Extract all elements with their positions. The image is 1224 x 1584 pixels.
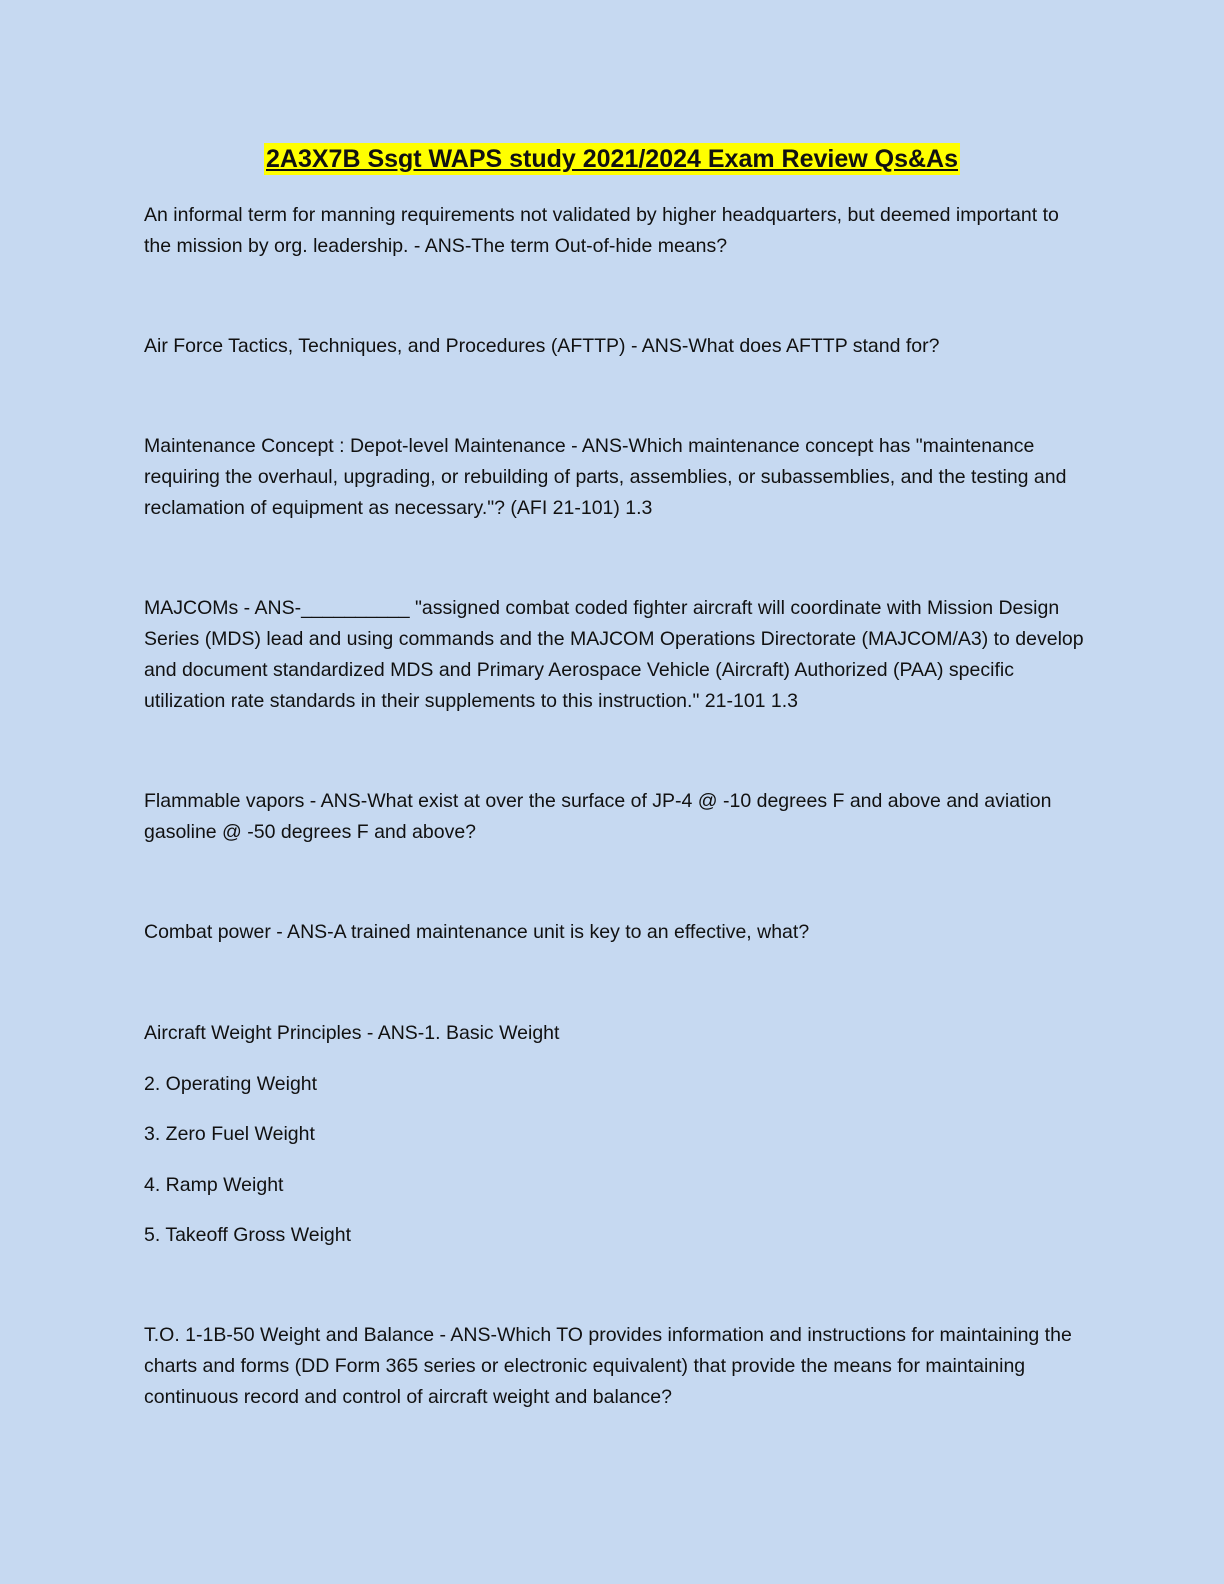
title-container	[0, 143, 1224, 175]
document-title: 2A3X7B Ssgt WAPS study 2021/2024 Exam Review Qs&As	[266, 145, 958, 173]
qa-item: An informal term for manning requirements not validated by higher headquarters, but deemed important to the mission by org. leadership. - ANS-The term Out-of-hide means?	[144, 204, 1059, 257]
qa-item: MAJCOMs - ANS-__________ "assigned combat coded fighter aircraft will coordinate with Mission Design Series (MDS) lead and using commands and the MAJCOM Operations Directorate (MAJCOM/A3) to develop and document standardized MDS and Primary Aerospace Vehicle (Aircraft) Authorized (PAA) specific utilization rate standards in their supplements to this instruction." 21-101 1.3	[144, 597, 1084, 712]
weight-principles-item: 3. Zero Fuel Weight	[144, 1123, 315, 1145]
qa-item: Flammable vapors - ANS-What exist at over the surface of JP-4 @ -10 degrees F and above and aviation gasoline @ -50 degrees F and above?	[144, 790, 1052, 843]
qa-item: Maintenance Concept : Depot-level Maintenance - ANS-Which maintenance concept has "maintenance requiring the overhaul, upgrading, or rebuilding of parts, assemblies, or subassemblies, and the testing and reclamation of equipment as necessary."? (AFI 21-101) 1.3	[144, 435, 1067, 519]
weight-principles-item: 2. Operating Weight	[144, 1073, 318, 1095]
weight-principles-item: 5. Takeoff Gross Weight	[144, 1224, 352, 1246]
weight-principles-item: 4. Ramp Weight	[144, 1174, 284, 1196]
weight-principles-lead: Aircraft Weight Principles - ANS-1. Basic Weight	[144, 1022, 560, 1044]
qa-item: Air Force Tactics, Techniques, and Procedures (AFTTP) - ANS-What does AFTTP stand for?	[144, 335, 940, 357]
qa-item: Combat power - ANS-A trained maintenance unit is key to an effective, what?	[144, 921, 810, 943]
qa-item: T.O. 1-1B-50 Weight and Balance - ANS-Which TO provides information and instructions for maintaining the charts and forms (DD Form 365 series or electronic equivalent) that provide the means for maintaining continuous record and control of aircraft weight and balance?	[144, 1324, 1072, 1408]
